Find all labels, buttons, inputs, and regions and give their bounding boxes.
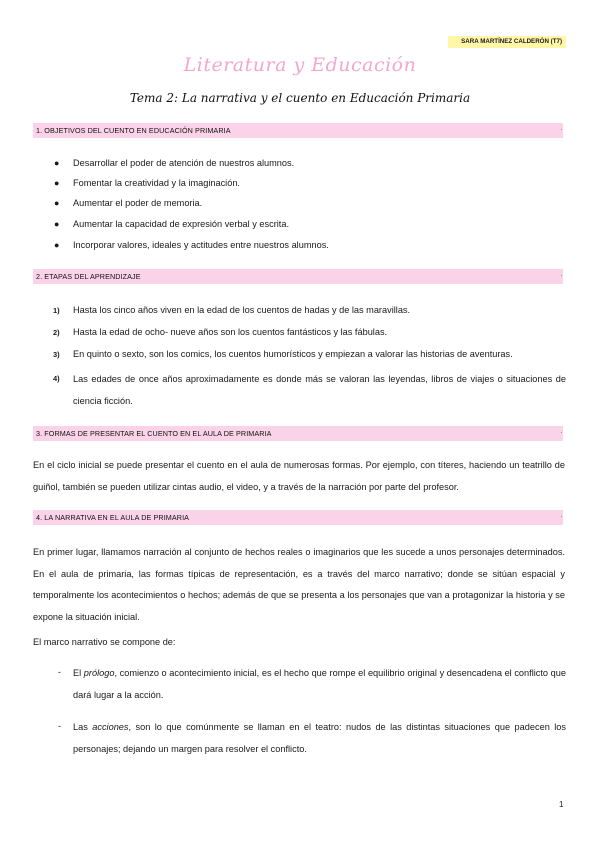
bullet-icon: ●	[54, 178, 60, 188]
bar-dot	[561, 432, 562, 433]
dash-item	[33, 720, 566, 760]
item-text	[73, 716, 566, 760]
dash-item	[33, 666, 566, 706]
bullet-icon: ●	[54, 158, 60, 168]
section-4-paragraph: En primer lugar, llamamos narración al conjunto de hechos reales o imaginarios que les sucede a unos personajes determinados. En el aula de primaria, las formas típicas de representación, es a través del marco narrativo; donde se sitúan espacial y temporalmente los acontecimientos o hechos; además de que se presenta a los personajes que van a protagonizar la historia y se expone la situación inicial.	[33, 547, 565, 622]
bullet-icon: ●	[54, 240, 60, 250]
bar-dot	[561, 516, 562, 517]
item-text: Las edades de once años aproximadamente es donde más se valoran las leyendas, libros de viajes o situaciones de ciencia ficción.	[73, 374, 566, 406]
bullet-text: Desarrollar el poder de atención de nuestros alumnos.	[73, 158, 295, 168]
item-number: 4)	[53, 374, 60, 383]
numbered-item	[33, 372, 566, 412]
section-4-intro: El marco narrativo se compone de:	[33, 637, 176, 647]
page-number: 1	[559, 800, 564, 809]
bullet-text: Aumentar el poder de memoria.	[73, 198, 203, 208]
section-1-heading: 1. OBJETIVOS DEL CUENTO EN EDUCACIÓN PRIMARIA	[36, 126, 231, 135]
item-number: 2)	[53, 328, 60, 337]
bullet-icon: ●	[54, 198, 60, 208]
item-text: Hasta la edad de ocho- nueve años son los cuentos fantásticos y las fábulas.	[73, 327, 388, 337]
item-text: Hasta los cinco años viven en la edad de los cuentos de hadas y de las maravillas.	[73, 305, 411, 315]
item-text: En quinto o sexto, son los comics, los cuentos humorísticos y empiezan a valorar las historias de aventuras.	[73, 349, 513, 359]
dash-icon: -	[58, 721, 61, 731]
bullet-icon: ●	[54, 219, 60, 229]
bar-dot	[561, 129, 562, 130]
section-3-paragraph: En el ciclo inicial se puede presentar el cuento en el aula de numerosas formas. Por ejemplo, con títeres, haciendo un teatrillo de guiñol, también se pueden utilizar cintas audio, el video, y a través de la narración por parte del profesor.	[33, 460, 565, 492]
item-prefix: Las	[73, 722, 93, 732]
item-number: 1)	[53, 306, 60, 315]
item-rest: , comienzo o acontecimiento inicial, es el hecho que rompe el equilibrio original y desencadena el conflicto que dará lugar a la acción.	[73, 668, 566, 700]
item-number: 3)	[53, 350, 60, 359]
item-term: acciones	[92, 722, 129, 732]
item-prefix: El	[73, 668, 84, 678]
bar-dot	[561, 275, 562, 276]
document-subtitle: Tema 2: La narrativa y el cuento en Educación Primaria	[129, 91, 471, 105]
bullet-text: Incorporar valores, ideales y actitudes entre nuestros alumnos.	[73, 240, 329, 250]
item-text	[73, 662, 566, 706]
section-4-heading: 4. LA NARRATIVA EN EL AULA DE PRIMARIA	[36, 513, 190, 522]
bullet-text: Aumentar la capacidad de expresión verbal y escrita.	[73, 219, 290, 229]
section-3-heading: 3. FORMAS DE PRESENTAR EL CUENTO EN EL AULA DE PRIMARIA	[36, 429, 272, 438]
dash-icon: -	[58, 667, 61, 677]
item-rest: , son lo que comúnmente se llaman en el teatro: nudos de las distintas situaciones que padecen los personajes; dejando un margen para resolver el conflicto.	[73, 722, 566, 754]
bullet-text: Fomentar la creatividad y la imaginación.	[73, 178, 240, 188]
author-tag: SARA MARTÍNEZ CALDERÓN (T7)	[448, 36, 566, 48]
item-term: prólogo	[83, 668, 115, 678]
section-2-heading: 2. ETAPAS DEL APRENDIZAJE	[36, 272, 141, 281]
document-title: Literatura y Educación	[183, 54, 417, 76]
